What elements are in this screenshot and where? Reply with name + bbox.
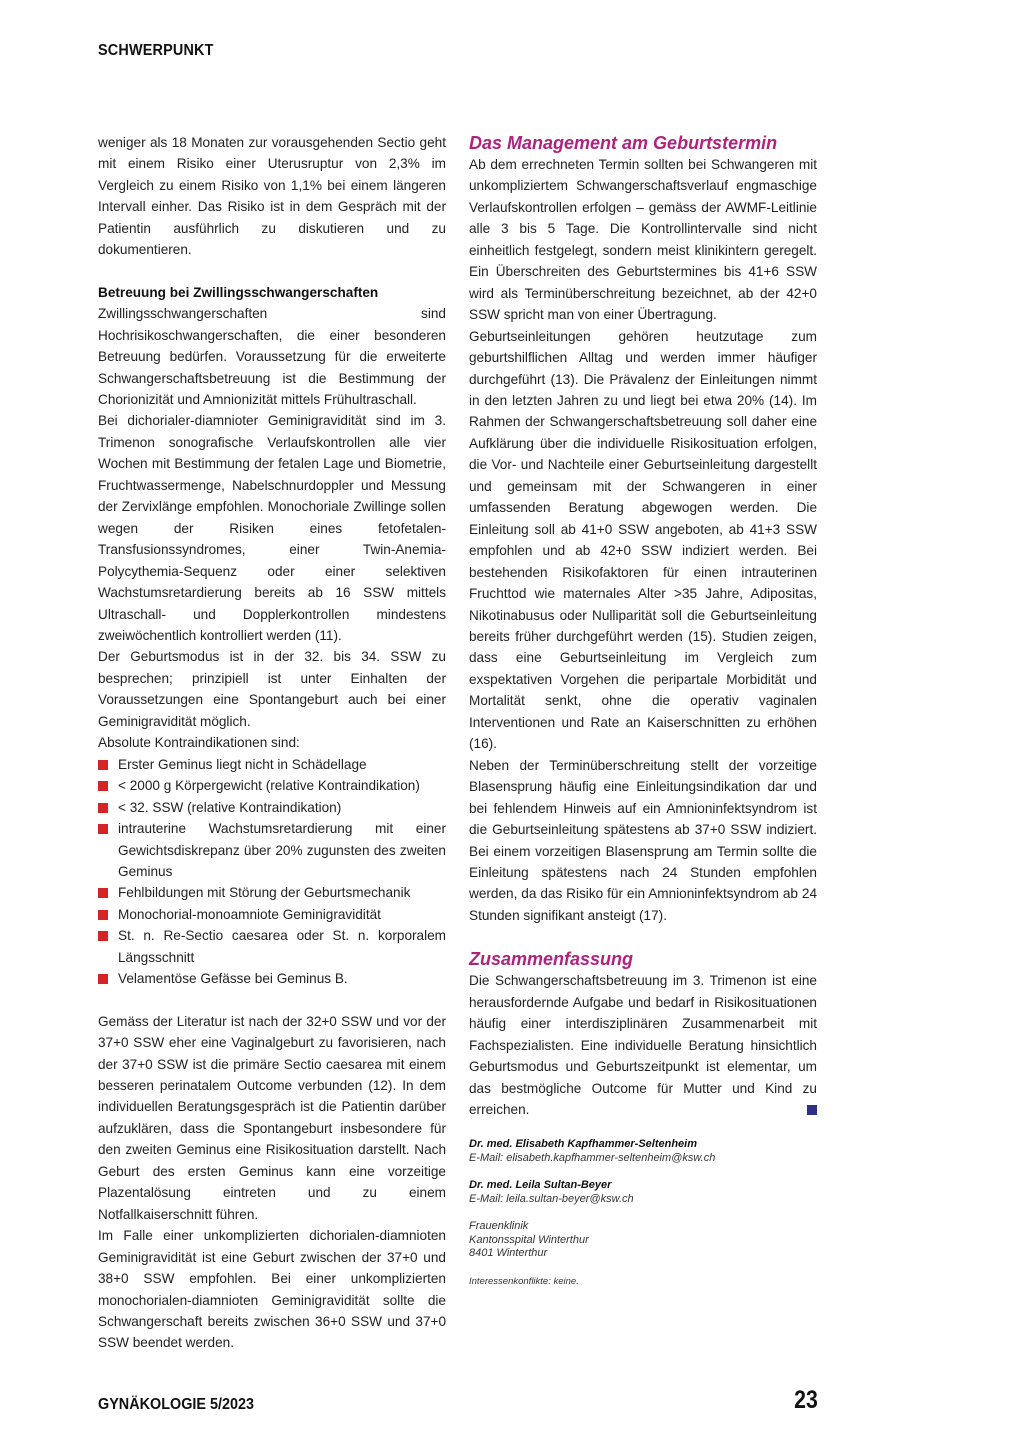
paragraph-management-1: Ab dem errechneten Termin sollten bei Schwangeren mit unkompliziertem Schwangerschaftsverlauf engmaschige Verlaufskontrollen erfolgen – gemäss der AWMF-Leitlinie alle 3 bis 5 Tage. Die Kontrollintervalle sind nicht einheitlich festgelegt, sondern meist klinikintern geregelt. Ein Überschreiten des Geburtstermines bis 41+6 SSW wird als Terminüberschreitung bezeichnet, ab der 42+0 SSW spricht man von einer Übertragung.: [469, 157, 817, 323]
author-block: [469, 1179, 817, 1206]
address-line: Kantonsspital Winterthur: [469, 1233, 589, 1246]
bullet-square-icon: [98, 888, 108, 898]
journal-footer: GYNÄKOLOGIE 5/2023: [98, 1396, 255, 1413]
paragraph-management-3: Neben der Terminüberschreitung stellt der vorzeitige Blasensprung häufig eine Einleitungsindikation dar und bei fehlendem Hinweis auf ein Amnioninfektsyndrom ist die Geburtseinleitung spätestens ab 37+0 SSW indiziert. Bei einem vorzeitigen Blasensprung am Termin sollte die Einleitung spätestens nach 24 Stunden empfohlen werden, da das Risiko für ein Amnioninfektsyndrom ab 24 Stunden signifikant ansteigt (17).: [469, 757, 817, 923]
heading-management: Das Management am Geburtstermin: [469, 133, 778, 153]
end-of-article-icon: [807, 1105, 817, 1115]
page-number: 23: [794, 1386, 818, 1414]
bullet-square-icon: [98, 910, 108, 920]
paragraph-uncomplicated: Im Falle einer unkomplizierten dichorialen-diamnioten Geminigravidität ist eine Geburt zwischen der 37+0 und 38+0 SSW empfohlen. Bei einer unkomplizierten monochorialen-diamnioten Geminigravidität sollte die Schwangerschaft bereits zwischen 36+0 SSW und 37+0 SSW beendet werden.: [98, 1228, 446, 1351]
contraindication-list: [98, 754, 446, 990]
address-line: Frauenklinik: [469, 1220, 529, 1233]
bullet-square-icon: [98, 781, 108, 791]
left-column: [98, 132, 446, 1354]
address-line: 8401 Winterthur: [469, 1247, 548, 1260]
list-item: St. n. Re-Sectio caesarea oder St. n. korporalem Längsschnitt: [98, 925, 446, 968]
heading-summary: Zusammenfassung: [469, 949, 634, 970]
author-info: [469, 1138, 817, 1288]
paragraph-management-2: Geburtseinleitungen gehören heutzutage zum geburtshilflichen Alltag und werden immer häufiger durchgeführt (13). Die Prävalenz der Einleitungen nimmt in den letzten Jahren zu und liegt bei etwa 20% (14). Im Rahmen der Schwangerschaftsbetreuung soll daher eine Aufklärung über die individuelle Risikosituation erfolgen, die Vor- und Nachteile einer Geburtseinleitung dargestellt und gemeinsam mit der Schwangeren in einer umfassenden Beratung abgewogen werden. Die Einleitung soll ab 41+0 SSW angeboten, ab 41+3 SSW empfohlen und ab 42+0 SSW indiziert werden. Bei bestehenden Risikofaktoren für einen intrauterinen Fruchttod wie maternales Alter >35 Jahre, Adipositas, Nikotinabusus oder Nulliparität soll die Geburtseinleitung bereits früher durchgeführt werden (15). Studien zeigen, dass eine Geburtseinleitung im Vergleich zum exspektativen Vorgehen die peripartale Morbidität und Mortalität senkt, ohne die operativ vaginalen Interventionen und Rate an Kaiserschnitten zu erhöhen (16).: [469, 328, 817, 752]
bullet-square-icon: [98, 931, 108, 941]
author-email: E-Mail: leila.sultan-beyer@ksw.ch: [469, 1192, 634, 1205]
conflict-statement: Interessenkonflikte: keine.: [469, 1275, 579, 1287]
author-name: Dr. med. Leila Sultan-Beyer: [469, 1179, 612, 1192]
paragraph-twins-3: Der Geburtsmodus ist in der 32. bis 34. SSW zu besprechen; prinzipiell ist unter Einhalten der Voraussetzungen eine Spontangeburt auch bei einer Geminigravidität möglich.: [98, 649, 446, 729]
bullet-square-icon: [98, 760, 108, 770]
heading-twins: Betreuung bei Zwillingsschwangerschaften: [98, 284, 379, 300]
list-item: Erster Geminus liegt nicht in Schädellage: [98, 754, 446, 775]
address-block: [469, 1220, 817, 1261]
section-tag: SCHWERPUNKT: [98, 42, 214, 59]
paragraph-contra-intro: Absolute Kontraindikationen sind:: [98, 735, 300, 751]
author-email: E-Mail: elisabeth.kapfhammer-seltenheim@ksw.ch: [469, 1151, 716, 1164]
list-item: intrauterine Wachstumsretardierung mit einer Gewichtsdiskrepanz über 20% zugunsten des zweiten Geminus: [98, 818, 446, 882]
paragraph-twins-2: Bei dichorialer-diamnioter Geminigravidität sind im 3. Trimenon sonografische Verlaufskontrollen alle vier Wochen mit Bestimmung der fetalen Lage und Biometrie, Fruchtwassermenge, Nabelschnurdoppler und Messung der Zervixlänge empfohlen. Monochoriale Zwillinge sollen wegen der Risiken eines fetofetalen-Transfusionssyndromes, einer Twin-Anemia-Polycythemia-Sequenz oder einer selektiven Wachstumsretardierung bereits ab 16 SSW mittels Ultraschall- und Dopplerkontrollen mindestens zweiwöchentlich kontrolliert werden (11).: [98, 413, 446, 643]
list-item: Fehlbildungen mit Störung der Geburtsmechanik: [98, 882, 446, 903]
list-item: Monochorial-monoamniote Geminigravidität: [98, 904, 446, 925]
paragraph-literature: Gemäss der Literatur ist nach der 32+0 SSW und vor der 37+0 SSW eher eine Vaginalgeburt zu favorisieren, nach der 37+0 SSW ist die primäre Sectio caesarea mit einem besseren perinatalem Outcome verbunden (12). In dem individuellen Beratungsgespräch ist die Patientin darüber aufzuklären, dass die Spontangeburt insbesondere für den zweiten Geminus eine Risikosituation darstellt. Nach Geburt des ersten Geminus kann eine vorzeitige Plazentalösung eintreten und zu einem Notfallkaiserschnitt führen.: [98, 1013, 446, 1222]
bullet-square-icon: [98, 824, 108, 834]
paragraph-twins-1: Zwillingsschwangerschaften sind Hochrisikoschwangerschaften, die einer besonderen Betreuung bedürfen. Voraussetzung für die erweiterte Schwangerschaftsbetreuung ist die Bestimmung der Chorionizität und Amnionizität mittels Frühultraschall.: [98, 306, 446, 407]
bullet-square-icon: [98, 803, 108, 813]
list-item: < 2000 g Körpergewicht (relative Kontraindikation): [98, 775, 446, 796]
author-name: Dr. med. Elisabeth Kapfhammer-Seltenheim: [469, 1138, 698, 1151]
author-block: [469, 1138, 817, 1165]
bullet-square-icon: [98, 974, 108, 984]
paragraph-intro: weniger als 18 Monaten zur vorausgehenden Sectio geht mit einem Risiko einer Uterusruptur von 2,3% im Vergleich zu einem Risiko von 1,1% bei einem längeren Intervall einher. Das Risiko ist in dem Gespräch mit der Patientin ausführlich zu diskutieren und zu dokumentieren.: [98, 135, 446, 258]
list-item: < 32. SSW (relative Kontraindikation): [98, 797, 446, 818]
right-column: [469, 132, 817, 1288]
list-item: Velamentöse Gefässe bei Geminus B.: [98, 968, 446, 989]
paragraph-summary: Die Schwangerschaftsbetreuung im 3. Trimenon ist eine herausfordernde Aufgabe und bedarf in Risikosituationen häufig einer interdisziplinären Zusammenarbeit mit Fachspezialisten. Eine individuelle Beratung hinsichtlich Geburtsmodus und Geburtszeitpunkt ist elementar, um das bestmögliche Outcome für Mutter und Kind zu erreichen.: [469, 973, 817, 1118]
